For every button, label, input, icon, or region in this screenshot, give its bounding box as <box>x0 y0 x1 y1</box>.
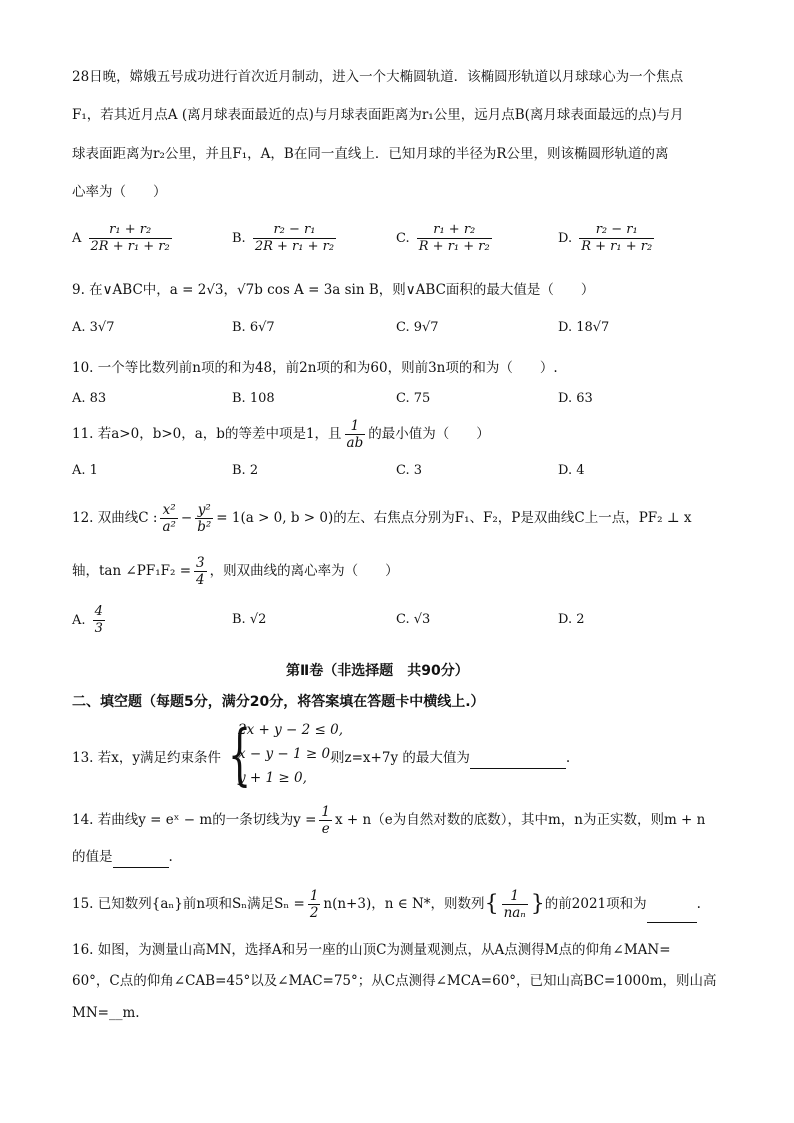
q10-option-d: D. 63 <box>558 391 593 406</box>
minus-sign: − <box>180 510 193 526</box>
q8-options <box>72 222 722 262</box>
q13-constraint-1: 2x + y − 2 ≤ 0, <box>238 722 343 738</box>
q13-post-text: 则z=x+7y 的最大值为 <box>331 750 470 766</box>
fraction-denominator: a² <box>162 519 176 535</box>
q9-option-c: C. 9√7 <box>396 320 439 335</box>
option-label: B. <box>232 231 246 246</box>
q11-text <box>72 416 490 452</box>
q10-text: 10. 一个等比数列前n项的和为48，前2n项的和为60，则前3n项的和为（ ）. <box>72 360 558 376</box>
q11-options <box>72 463 722 487</box>
q14-line1 <box>72 802 705 838</box>
q14-text-post: x + n（e为自然对数的底数），其中m，n为正实数，则m + n <box>335 812 706 828</box>
q14-fraction <box>319 804 332 837</box>
q11-fraction <box>345 418 366 451</box>
q11-text-post: 的最小值为（ ） <box>368 426 490 442</box>
answer-blank[interactable] <box>470 754 566 769</box>
fraction-numerator: 1 <box>502 888 528 905</box>
q8-option-c <box>396 222 495 255</box>
fraction-denominator: naₙ <box>503 905 526 921</box>
fraction-denominator: 2R + r₁ + r₂ <box>254 239 335 254</box>
brace-icon: { <box>228 716 252 793</box>
q16-line1: 16. 如图，为测量山高MN，选择A和另一座的山顶C为测量观测点，从A点测得M点的仰角∠MAN= <box>72 942 671 958</box>
q11-option-b: B. 2 <box>232 463 259 478</box>
fraction-numerator: r₁ + r₂ <box>417 222 492 239</box>
option-fraction <box>93 604 105 637</box>
q9-option-b: B. 6√7 <box>232 320 275 335</box>
q12-option-b: B. √2 <box>232 612 267 627</box>
q12-option-d: D. 2 <box>558 612 585 627</box>
option-fraction <box>579 222 654 255</box>
fraction-numerator: y² <box>195 502 213 519</box>
fraction-denominator: e <box>321 821 330 837</box>
fraction-denominator: R + r₁ + r₂ <box>581 239 653 254</box>
fraction-numerator: x² <box>160 502 177 519</box>
q12-option-a <box>72 604 108 637</box>
answer-blank[interactable] <box>647 908 697 923</box>
q9-option-d: D. 18√7 <box>558 320 610 335</box>
q10-option-a: A. 83 <box>72 391 107 406</box>
q10-options <box>72 391 722 415</box>
fraction-denominator: ab <box>346 435 364 451</box>
q11-option-d: D. 4 <box>558 463 585 478</box>
q14-text-pre: 14. 若曲线y = eˣ − m的一条切线为y = <box>72 812 317 828</box>
option-label: A. <box>72 613 86 628</box>
q12-line2 <box>72 553 399 589</box>
fraction-denominator: 2R + r₁ + r₂ <box>90 239 170 254</box>
q14-line2: 的值是 . <box>72 846 173 868</box>
q12-fraction-x <box>160 502 177 535</box>
fraction-numerator: 1 <box>321 804 331 820</box>
fraction-numerator: 1 <box>309 888 319 904</box>
q12-fraction-tan <box>194 555 207 588</box>
q8-line1: 28日晚，嫦娥五号成功进行首次近月制动，进入一个大椭圆轨道．该椭圆形轨道以月球球心为一个焦点 <box>72 69 684 85</box>
q11-text-pre: 11. 若a>0，b>0，a，b的等差中项是1，且 <box>72 426 342 442</box>
q9-options <box>72 320 722 344</box>
q12-options <box>72 604 722 644</box>
fraction-numerator: 1 <box>345 418 366 435</box>
q12-text-pre: 12. 双曲线C : <box>72 510 158 526</box>
q12-option-c: C. √3 <box>396 612 431 627</box>
fraction-denominator: R + r₁ + r₂ <box>418 239 490 254</box>
q14-line2-text: 的值是 <box>72 849 113 865</box>
part2-title: 第Ⅱ卷（非选择题 共90分） <box>286 663 469 679</box>
q8-line3: 球表面距离为r₂公里，并且F₁，A，B在同一直线上．已知月球的半径为R公里，则该椭圆形轨道的离 <box>72 146 669 162</box>
option-fraction <box>89 222 172 255</box>
q8-option-a <box>72 222 175 255</box>
option-fraction <box>417 222 492 255</box>
q8-line2: F₁，若其近月点A (离月球表面最近的点)与月球表面距离为r₁公里，远月点B(离月球表面最远的点)与月 <box>72 107 684 123</box>
q13-pre: 13. 若x，y满足约束条件 <box>72 750 222 766</box>
q9-text: 9. 在∨ABC中，a = 2√3，√7b cos A = 3a sin B，则∨ABC面积的最大值是（ ） <box>72 282 595 298</box>
option-label: D. <box>558 231 573 246</box>
q12-line1 <box>72 500 691 536</box>
q8-option-b <box>232 222 339 255</box>
fraction-denominator: b² <box>197 519 212 535</box>
option-label: A <box>72 231 82 246</box>
option-label: C. <box>396 231 410 246</box>
q15-text-pre: 15. 已知数列{aₙ}前n项和Sₙ满足Sₙ = <box>72 896 305 912</box>
q9-option-a: A. 3√7 <box>72 320 115 335</box>
fraction-denominator: 2 <box>309 905 319 921</box>
q12-fraction-y <box>195 502 213 535</box>
fraction-numerator: r₁ + r₂ <box>89 222 172 239</box>
q10-option-c: C. 75 <box>396 391 431 406</box>
q16-line2: 60°，C点的仰角∠CAB=45°以及∠MAC=75°；从C点测得∠MCA=60°，已知山高BC=1000m，则山高 <box>72 973 717 989</box>
q13-constraint-2: x − y − 1 ≥ 0, <box>238 746 335 762</box>
q16-line3: MN=__m. <box>72 1005 140 1021</box>
fraction-denominator: 3 <box>94 621 103 636</box>
option-fraction <box>253 222 336 255</box>
q12-line2-pre: 轴，tan ∠PF₁F₂ = <box>72 563 192 579</box>
q15-fraction-2 <box>502 888 528 921</box>
fraction-denominator: 4 <box>196 572 205 588</box>
section2-title: 二、填空题（每题5分，满分20分，将答案填在答题卡中横线上.） <box>72 694 485 710</box>
q8-line4: 心率为（ ） <box>72 184 167 200</box>
q15-text: 15. 已知数列{aₙ}前n项和Sₙ满足Sₙ = $\frac{1}{2}$ n(n+3)，n ∈ N*，则数列{ $\frac{1}{\text{naₙ}}$ }的前2021项和为 . <box>72 888 701 921</box>
fraction-numerator: 3 <box>196 555 205 571</box>
fraction-numerator: r₂ − r₁ <box>579 222 654 239</box>
left-brace-icon: { <box>484 891 499 917</box>
q8-option-d <box>558 222 657 255</box>
fraction-numerator: r₂ − r₁ <box>253 222 336 239</box>
q15-fraction <box>308 888 321 921</box>
q11-option-c: C. 3 <box>396 463 423 478</box>
q11-option-a: A. 1 <box>72 463 98 478</box>
q15-text-mid: n(n+3)，n ∈ N*，则数列 <box>323 896 485 912</box>
right-brace-icon: } <box>530 891 545 917</box>
q12-text-mid: = 1(a > 0, b > 0)的左、右焦点分别为F₁、F₂，P是双曲线C上一点，PF₂ ⊥ x <box>216 510 692 526</box>
q12-line2-post: ，则双曲线的离心率为（ ） <box>209 563 399 579</box>
q15-text-post: 的前2021项和为 <box>544 896 647 912</box>
answer-blank[interactable] <box>113 853 169 868</box>
q13-constraint-3: y + 1 ≥ 0, <box>238 770 307 786</box>
q13-post: 则z=x+7y 的最大值为 . <box>331 747 570 769</box>
q10-option-b: B. 108 <box>232 391 275 406</box>
fraction-numerator: 4 <box>94 604 103 619</box>
